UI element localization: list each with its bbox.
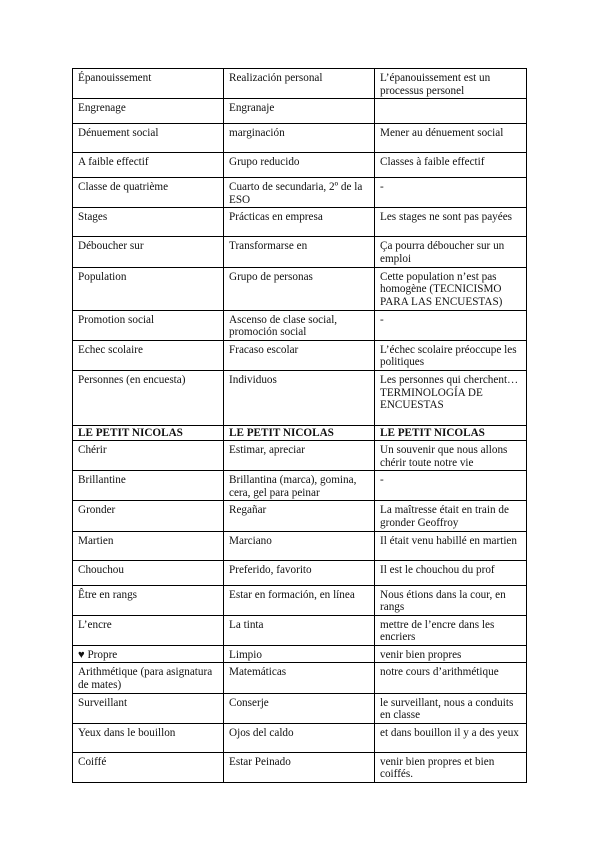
example-sentence-cell: LE PETIT NICOLAS: [375, 425, 527, 440]
table-row: [73, 723, 527, 752]
french-term-cell: Engrenage: [73, 99, 224, 124]
table-row: [73, 69, 527, 99]
french-term-cell: Coiffé: [73, 752, 224, 782]
table-row: [73, 471, 527, 501]
spanish-translation-cell: Estar Peinado: [224, 752, 375, 782]
example-sentence-cell: notre cours d’arithmétique: [375, 663, 527, 693]
example-sentence-cell: Cette population n’est pas homogène (TECNICISMO PARA LAS ENCUESTAS): [375, 267, 527, 310]
spanish-translation-cell: Brillantina (marca), gomina, cera, gel para peinar: [224, 471, 375, 501]
spanish-translation-cell: Prácticas en empresa: [224, 208, 375, 237]
example-sentence-cell: Il était venu habillé en martien: [375, 531, 527, 560]
table-row: [73, 663, 527, 693]
french-term-cell: Echec scolaire: [73, 340, 224, 370]
table-row: [73, 124, 527, 153]
table-row: [73, 99, 527, 124]
french-term-cell: LE PETIT NICOLAS: [73, 425, 224, 440]
table-row: [73, 153, 527, 178]
table-row: [73, 370, 527, 425]
spanish-translation-cell: Ascenso de clase social, promoción social: [224, 310, 375, 340]
french-term-cell: Brillantine: [73, 471, 224, 501]
example-sentence-cell: Mener au dénuement social: [375, 124, 527, 153]
french-term-cell: Déboucher sur: [73, 237, 224, 267]
table-row: [73, 615, 527, 645]
spanish-translation-cell: marginación: [224, 124, 375, 153]
table-row: [73, 440, 527, 470]
french-term-cell: Être en rangs: [73, 585, 224, 615]
table-row: [73, 585, 527, 615]
french-term-cell: Yeux dans le bouillon: [73, 723, 224, 752]
vocabulary-table: [72, 68, 527, 783]
table-row: [73, 560, 527, 585]
table-row: [73, 501, 527, 531]
table-row: [73, 208, 527, 237]
french-term-cell: Chouchou: [73, 560, 224, 585]
spanish-translation-cell: Cuarto de secundaria, 2º de la ESO: [224, 178, 375, 208]
table-row: [73, 267, 527, 310]
table-row: [73, 531, 527, 560]
example-sentence-cell: La maîtresse était en train de gronder Geoffroy: [375, 501, 527, 531]
example-sentence-cell: mettre de l’encre dans les encriers: [375, 615, 527, 645]
table-row: [73, 645, 527, 663]
example-sentence-cell: L’échec scolaire préoccupe les politiques: [375, 340, 527, 370]
example-sentence-cell: Il est le chouchou du prof: [375, 560, 527, 585]
spanish-translation-cell: Conserje: [224, 693, 375, 723]
example-sentence-cell: venir bien propres: [375, 645, 527, 663]
spanish-translation-cell: Matemáticas: [224, 663, 375, 693]
french-term-cell: Personnes (en encuesta): [73, 370, 224, 425]
spanish-translation-cell: La tinta: [224, 615, 375, 645]
french-term-cell: ♥ Propre: [73, 645, 224, 663]
french-term-cell: Population: [73, 267, 224, 310]
spanish-translation-cell: Estar en formación, en línea: [224, 585, 375, 615]
table-row: [73, 752, 527, 782]
example-sentence-cell: -: [375, 310, 527, 340]
french-term-cell: Martien: [73, 531, 224, 560]
example-sentence-cell: -: [375, 471, 527, 501]
french-term-cell: Épanouissement: [73, 69, 224, 99]
spanish-translation-cell: Fracaso escolar: [224, 340, 375, 370]
spanish-translation-cell: Grupo reducido: [224, 153, 375, 178]
example-sentence-cell: et dans bouillon il y a des yeux: [375, 723, 527, 752]
spanish-translation-cell: Regañar: [224, 501, 375, 531]
spanish-translation-cell: Engranaje: [224, 99, 375, 124]
french-term-cell: Gronder: [73, 501, 224, 531]
spanish-translation-cell: Limpio: [224, 645, 375, 663]
section-header-row: [73, 425, 527, 440]
example-sentence-cell: [375, 99, 527, 124]
spanish-translation-cell: Realización personal: [224, 69, 375, 99]
example-sentence-cell: le surveillant, nous a conduits en classe: [375, 693, 527, 723]
table-row: [73, 310, 527, 340]
example-sentence-cell: Un souvenir que nous allons chérir toute notre vie: [375, 440, 527, 470]
spanish-translation-cell: Individuos: [224, 370, 375, 425]
french-term-cell: Surveillant: [73, 693, 224, 723]
example-sentence-cell: Nous étions dans la cour, en rangs: [375, 585, 527, 615]
spanish-translation-cell: Grupo de personas: [224, 267, 375, 310]
spanish-translation-cell: Estimar, apreciar: [224, 440, 375, 470]
french-term-cell: Arithmétique (para asignatura de mates): [73, 663, 224, 693]
vocabulary-table-body: [73, 69, 527, 783]
example-sentence-cell: Les stages ne sont pas payées: [375, 208, 527, 237]
spanish-translation-cell: Transformarse en: [224, 237, 375, 267]
spanish-translation-cell: LE PETIT NICOLAS: [224, 425, 375, 440]
french-term-cell: Dénuement social: [73, 124, 224, 153]
spanish-translation-cell: Marciano: [224, 531, 375, 560]
french-term-cell: Chérir: [73, 440, 224, 470]
spanish-translation-cell: Preferido, favorito: [224, 560, 375, 585]
example-sentence-cell: Les personnes qui cherchent… TERMINOLOGÍA DE ENCUESTAS: [375, 370, 527, 425]
example-sentence-cell: venir bien propres et bien coiffés.: [375, 752, 527, 782]
french-term-cell: Stages: [73, 208, 224, 237]
table-row: [73, 178, 527, 208]
spanish-translation-cell: Ojos del caldo: [224, 723, 375, 752]
example-sentence-cell: Ça pourra déboucher sur un emploi: [375, 237, 527, 267]
french-term-cell: Promotion social: [73, 310, 224, 340]
example-sentence-cell: L’épanouissement est un processus personel: [375, 69, 527, 99]
french-term-cell: L’encre: [73, 615, 224, 645]
example-sentence-cell: Classes à faible effectif: [375, 153, 527, 178]
table-row: [73, 340, 527, 370]
example-sentence-cell: -: [375, 178, 527, 208]
french-term-cell: Classe de quatrième: [73, 178, 224, 208]
table-row: [73, 693, 527, 723]
table-row: [73, 237, 527, 267]
french-term-cell: A faible effectif: [73, 153, 224, 178]
